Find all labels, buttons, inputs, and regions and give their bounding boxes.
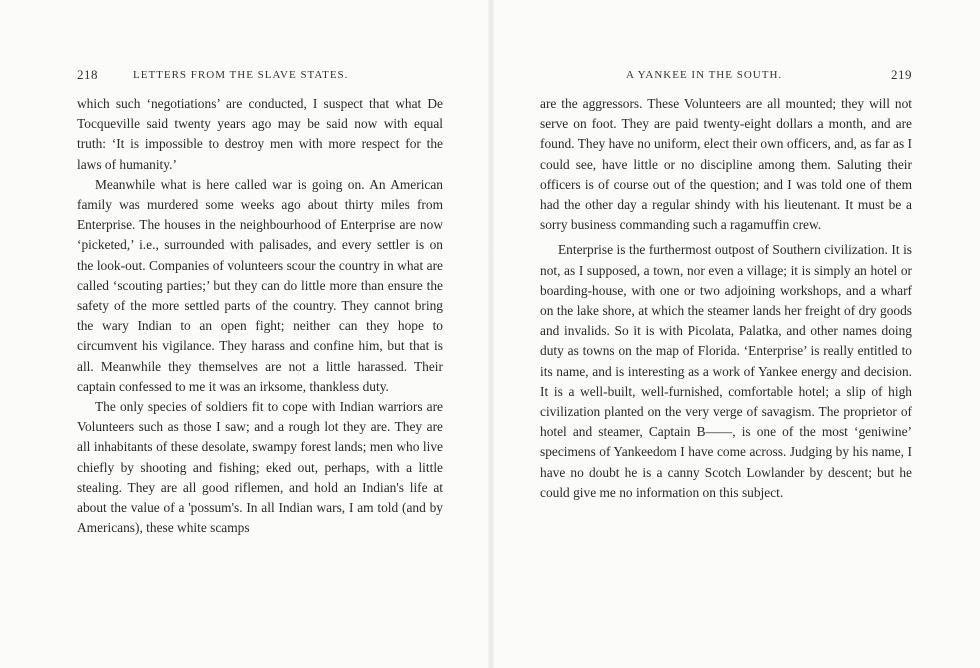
- right-running-head: A YANKEE IN THE SOUTH.: [626, 69, 783, 81]
- right-page-number: 219: [891, 67, 912, 82]
- right-page-body: [540, 94, 912, 503]
- right-page: [540, 64, 912, 503]
- right-paragraph-1: are the aggressors. These Volunteers are all mounted; they will not serve on foot. They are paid twenty-eight dollars a month, and are found. They have no uniform, elect their own officers, and, as far as I could see, have little or no discipline among them. Saluting their officers is of course out of the question; and I was told one of them had the other day a regular shindy with his lieutenant. It must be a sorry business commanding such a ragamuffin crew.: [540, 96, 912, 233]
- left-page-header: [77, 64, 443, 86]
- left-paragraph-3: The only species of soldiers fit to cope with Indian warriors are Volunteers such as those I saw; and a rough lot they are. They are all inhabitants of these desolate, swampy forest lands; men who live chiefly by shooting and fishing; eked out, perhaps, with a little stealing. They are all good riflemen, and hold an Indian's life at about the value of a 'possum's. In all Indian wars, I am told (and by Americans), these white scamps: [77, 399, 443, 536]
- left-paragraph-2: Meanwhile what is here called war is going on. An American family was murdered some weeks ago about thirty miles from Enterprise. The houses in the neighbourhood of Enterprise are now ‘picketed,’ i.e., surrounded with palisades, and every settler is on the look-out. Companies of volunteers scour the country in what are called ‘scouting parties;’ but they can do little more than ensure the safety of the more settled parts of the country. They cannot bring the wary Indian to an open fight; neither can they hope to circumvent his vigilance. They harass and confine him, but that is all. Meanwhile they themselves are not a little harassed. Their captain confessed to me it was an irksome, thankless duty.: [77, 176, 443, 394]
- right-paragraph-2: Enterprise is the furthermost outpost of Southern civilization. It is not, as I supposed, a town, nor even a village; it is simply an hotel or boarding-house, with one or two adjoining workshops, and a wharf on the lake shore, at which the steamer lands her freight of dry goods and invalids. So it is with Picolata, Palatka, and other names doing duty as towns on the map of Florida. ‘Enterprise’ is really entitled to its name, and is interesting as a work of Yankee energy and decision. It is a well-built, well-furnished, comfortable hotel; a slip of high civilization planted on the very verge of savagism. The proprietor of hotel and steamer, Captain B——, is one of the most ‘geniwine’ specimens of Yankeedom I have come across. Judging by his name, I have no doubt he is a canny Scotch Lowlander by descent; but he could give me no information on this subject.: [540, 242, 912, 500]
- left-page-number: 218: [77, 67, 98, 82]
- book-gutter: [488, 0, 494, 668]
- left-paragraph-1: which such ‘negotiations’ are conducted, I suspect that what De Tocqueville said twenty years ago may be said now with equal truth: ‘It is impossible to destroy men with more respect for the laws of humanity.’: [77, 96, 443, 172]
- left-page-body: [77, 94, 443, 538]
- right-page-header: [540, 64, 912, 86]
- left-running-head: LETTERS FROM THE SLAVE STATES.: [133, 69, 349, 81]
- left-page: [77, 64, 443, 538]
